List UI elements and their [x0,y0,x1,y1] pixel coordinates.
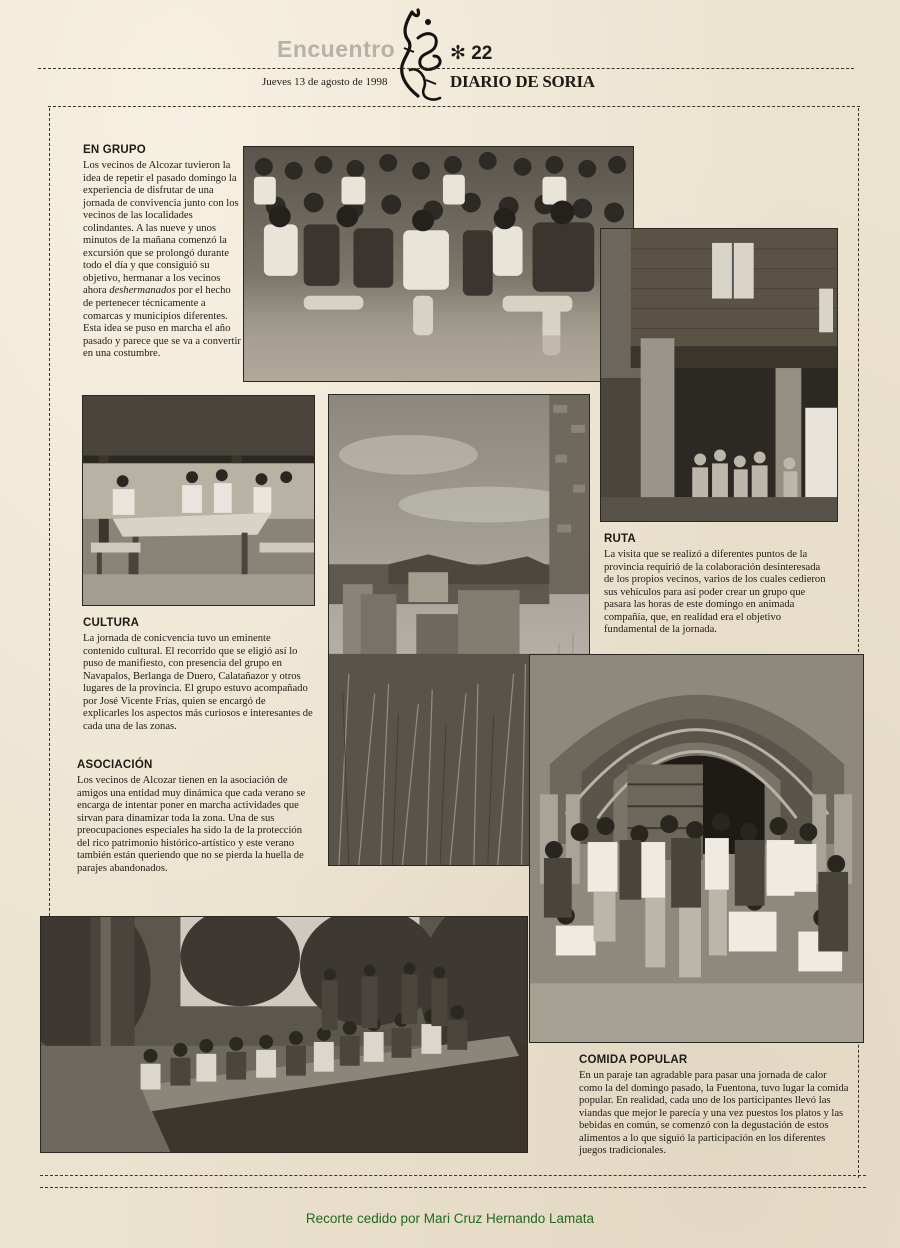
clipping-credit: Recorte cedido por Mari Cruz Hernando Lamata [305,1211,595,1226]
section-name: Encuentro [277,36,396,62]
newspaper-logo-icon [398,8,444,106]
article-title-asociacion: ASOCIACIÓN [77,759,153,771]
newspaper-name: DIARIO DE SORIA [450,72,595,91]
frame-bottom-2 [40,1187,866,1188]
article-text-en-grupo-em: deshermanados [109,285,176,297]
article-body-comida-popular: En un paraje tan agradable para pasar una jornada de calor como la del domingo pasado, la Fuentona, tuvo lugar la comida popular. En realidad, cada uno de los participantes llevó las viandas que mejor le parecía y una vez puestos los platos y las bebidas en común, se comenzó con la degustación de estos alimentos a lo que siguió la participación en los diferentes juegos tradicionales. [579,1070,849,1157]
page-number-value: 22 [471,43,493,64]
top-rule [38,68,854,69]
photo-group-sitting [243,146,634,382]
page-number [450,42,492,65]
article-title-ruta: RUTA [604,533,636,545]
issue-date: Jueves 13 de agosto de 1998 [262,76,388,88]
photo-arcade-building [600,228,838,522]
article-text-en-grupo-b: por el hecho de pertenecer técnicamente a comarcas y municipios diferentes. Esta idea se puso en marcha el año pasado y parece que se va a convertir en una costumbre. [83,285,241,360]
page-star-icon: ✻ [450,43,466,64]
article-body-ruta: La visita que se realizó a diferentes puntos de la provincia requirió de la colaboración desinteresada de los propios vecinos, varios de los cuales cedieron sus vehículos para así poder crear un grupo que pasara las horas de este domingo en animada compañía, que, en realidad era el objetivo fundamental de la jornada. [604,549,826,636]
article-body-en-grupo [83,160,241,361]
frame-bottom [40,1175,866,1176]
frame-top [48,106,860,107]
article-title-cultura: CULTURA [83,617,140,629]
article-title-en-grupo: EN GRUPO [83,144,146,156]
article-body-cultura: La jornada de conicvencia tuvo un eminente contenido cultural. El recorrido que se eligió así lo puso de manifiesto, con presencia del grupo en Navapalos, Berlanga de Duero, Calatañazor y otros lugares de la provincia. El grupo estuvo acompañado por José Vicente Frías, quien se encargó de explicarles los aspectos más curiosos e interesantes de cada una de las zonas. [83,633,313,732]
photo-group-woods [40,916,528,1153]
article-body-asociacion: Los vecinos de Alcozar tienen en la asociación de amigos una entidad muy dinámica que cada verano se encarga de intentar poner en marcha actividades que sirvan para dinamizar toda la zona. Una de sus preocupaciones especiales ha sido la de la protección del rico patrimonio histórico-artístico y este verano también están queriendo que no se pierda la huella de parajes abandonados. [77,775,306,874]
article-title-comida-popular: COMIDA POPULAR [579,1054,688,1066]
photo-meal-tables [82,395,315,606]
frame-left [49,108,50,916]
article-text-en-grupo-a: Los vecinos de Alcozar tuvieron la idea de repetir el pasado domingo la experiencia de disfrutar de una jornada de convivencia junto con los vecinos de las localidades colindantes. A las nueve y unos minutos de la mañana comenzó la excursión que se prolongó durante todo el día y que consiguió su objetivo, hermanar a los vecinos ahora [83,160,239,297]
photo-romanesque-portal [529,654,864,1043]
